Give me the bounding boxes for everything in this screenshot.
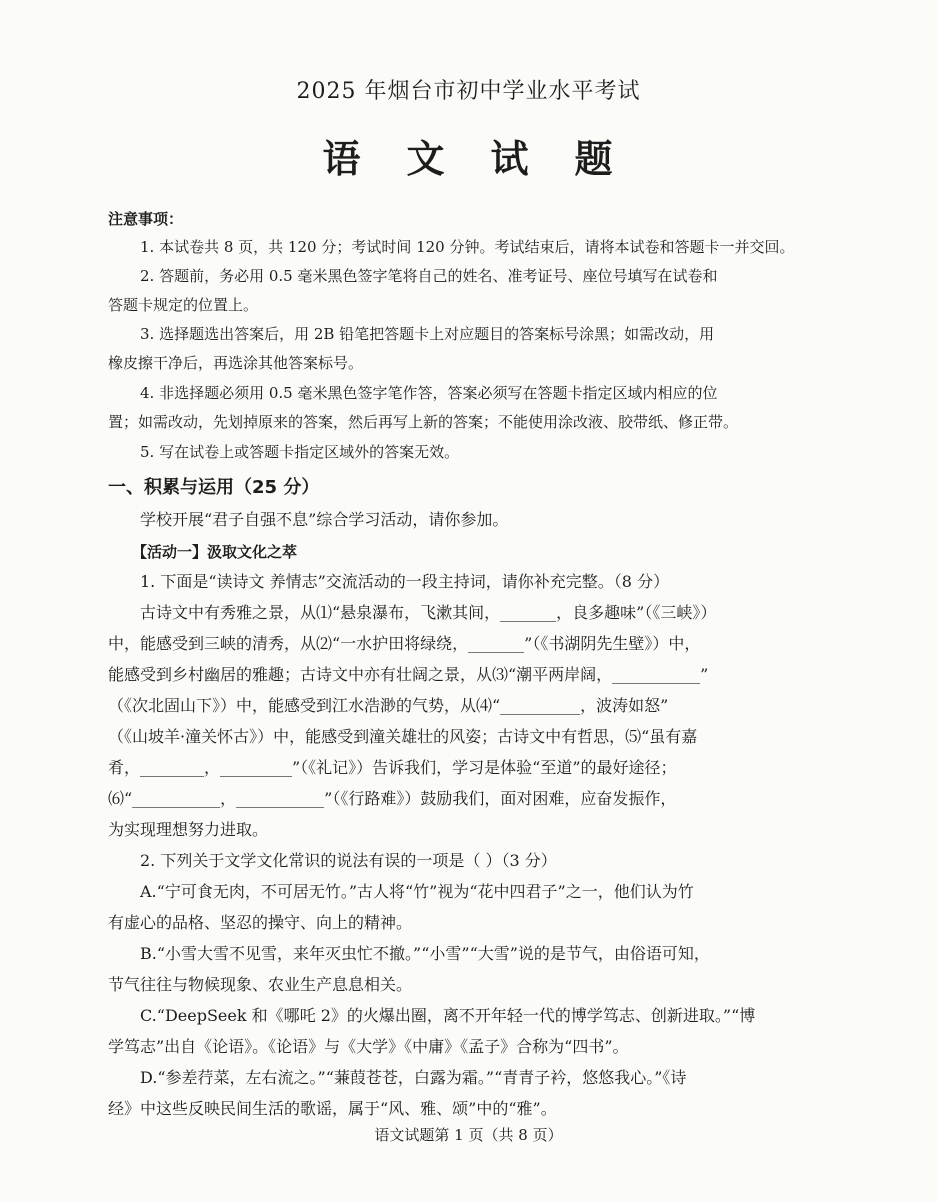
subject-title-char: 文 (406, 137, 447, 181)
notice-line: 橡皮擦干净后，再选涂其他答案标号。 (108, 354, 364, 372)
question-text-line: ⑹“___________，___________”（《行路难》）鼓励我们，面对困难，应奋发振作， (108, 789, 677, 808)
question-text-line: 古诗文中有秀雅之景，从⑴“悬泉瀑布，飞漱其间，_______，良多趣味”（《三峡》） (140, 603, 717, 622)
notice-line: 2. 答题前，务必用 0.5 毫米黑色签字笔将自己的姓名、准考证号、座位号填写在试卷和 (140, 267, 718, 285)
notice-line: 1. 本试卷共 8 页，共 120 分；考试时间 120 分钟。考试结束后，请将本试卷和答题卡一并交回。 (140, 238, 795, 256)
option-line: B.“小雪大雪不见雪，来年灭虫忙不撤。”“小雪”“大雪”说的是节气，由俗语可知， (140, 944, 710, 963)
question-stem: 2. 下列关于文学文化常识的说法有误的一项是（ ）（3 分） (140, 851, 557, 870)
page-footer: 语文试题第 1 页（共 8 页） (374, 1126, 563, 1144)
option-line: C.“DeepSeek 和《哪吒 2》的火爆出圈，离不开年轻一代的博学笃志、创新进取。”“博 (140, 1006, 756, 1025)
notice-line: 5. 写在试卷上或答题卡指定区域外的答案无效。 (140, 443, 460, 461)
notice-heading: 注意事项： (108, 210, 184, 228)
question-text-line: 中，能感受到三峡的清秀，从⑵“一水护田将绿绕，_______”（《书湖阴先生壁》）中， (108, 634, 701, 653)
subject-title-char: 试 (490, 137, 531, 181)
notice-line: 4. 非选择题必须用 0.5 毫米黑色签字笔作答，答案必须写在答题卡指定区域内相应的位 (140, 384, 718, 402)
option-line: 节气往往与物候现象、农业生产息息相关。 (108, 975, 413, 994)
notice-line: 3. 选择题选出答案后，用 2B 铅笔把答题卡上对应题目的答案标号涂黑；如需改动，用 (140, 325, 715, 343)
question-text-line: （《次北固山下》）中，能感受到江水浩渺的气势，从⑷“__________，波涛如怒” (108, 696, 669, 715)
subject-title-char: 题 (574, 137, 615, 181)
option-line: 经》中这些反映民间生活的歌谣，属于“风、雅、颂”中的“雅”。 (108, 1099, 557, 1118)
exam-title: 2025 年烟台市初中学业水平考试 (296, 79, 641, 104)
question-stem: 1. 下面是“读诗文 养情志”交流活动的一段主持词，请你补充完整。（8 分） (140, 572, 670, 591)
option-line: A.“宁可食无肉，不可居无竹。”古人将“竹”视为“花中四君子”之一，他们认为竹 (140, 882, 694, 901)
question-text-line: 肴，________，_________”（《礼记》）告诉我们，学习是体验“至道”的最好途径； (108, 758, 677, 777)
question-text-line: 能感受到乡村幽居的雅趣；古诗文中亦有壮阔之景，从⑶“潮平两岸阔，___________” (108, 665, 709, 684)
question-text-line: （《山坡羊·潼关怀古》）中，能感受到潼关雄壮的风姿；古诗文中有哲思，⑸“虽有嘉 (108, 727, 698, 746)
subject-title (0, 128, 937, 183)
notice-line: 置；如需改动，先划掉原来的答案，然后再写上新的答案；不能使用涂改液、胶带纸、修正带。 (108, 413, 739, 431)
section-heading: 一、积累与运用（25 分） (108, 477, 320, 498)
option-line: 有虚心的品格、坚忍的操守、向上的精神。 (108, 913, 413, 932)
option-line: D.“参差荇菜，左右流之。”“蒹葭苍苍，白露为霜。”“青青子衿，悠悠我心。”《诗 (140, 1068, 687, 1087)
section-intro: 学校开展“君子自强不息”综合学习活动，请你参加。 (140, 510, 509, 529)
activity-heading: 【活动一】汲取文化之萃 (132, 543, 298, 561)
question-text-line: 为实现理想努力进取。 (108, 820, 269, 839)
option-line: 学笃志”出自《论语》。《论语》与《大学》《中庸》《孟子》合称为“四书”。 (108, 1037, 629, 1056)
notice-line: 答题卡规定的位置上。 (108, 296, 259, 314)
subject-title-char: 语 (322, 137, 363, 181)
